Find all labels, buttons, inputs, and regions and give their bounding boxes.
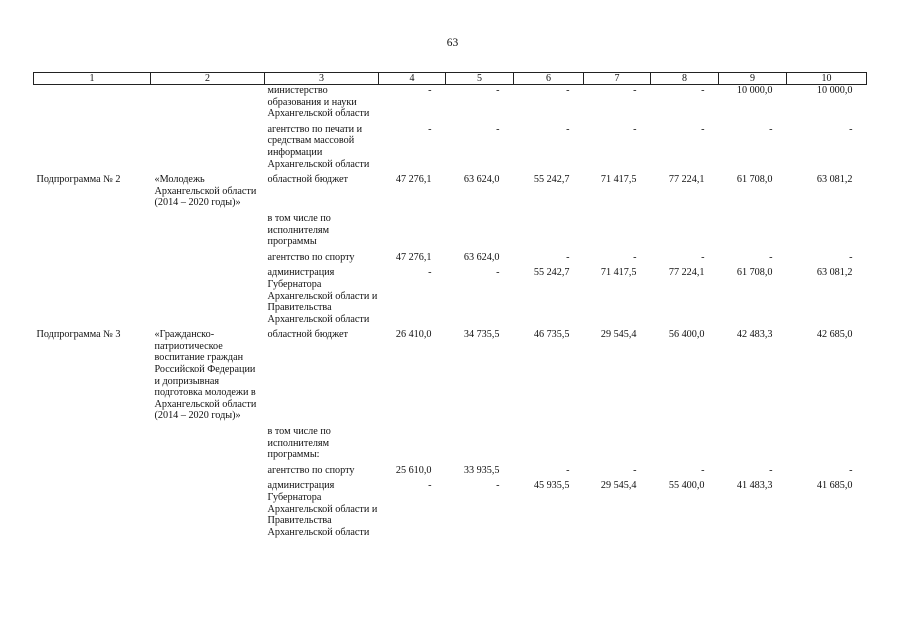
value-cell: 63 624,0 <box>463 251 500 263</box>
value-cell: 41 483,3 <box>736 480 773 492</box>
program-title-cell <box>151 252 265 268</box>
col-header: 7 <box>584 73 651 85</box>
executor-cell: областной бюджет <box>267 329 348 341</box>
value-cell: 55 242,7 <box>533 174 570 186</box>
table-row <box>34 267 867 329</box>
executor-cell: областной бюджет <box>267 174 348 186</box>
value-cell: - <box>428 123 432 135</box>
value-cell: 25 610,0 <box>395 464 432 476</box>
program-title-cell <box>151 85 265 124</box>
value-cell: 29 545,4 <box>600 329 637 341</box>
executor-cell: администрация Губернатора Архангельской области и Правительства Архангельской области <box>267 480 378 538</box>
value-cell: 10 000,0 <box>736 85 773 96</box>
value-cell: 63 081,2 <box>816 267 853 279</box>
value-cell: - <box>701 464 705 476</box>
subprogram-cell <box>34 213 151 252</box>
col-header: 10 <box>787 73 867 85</box>
value-cell <box>651 426 719 465</box>
value-cell: 45 935,5 <box>533 480 570 492</box>
value-cell <box>379 426 446 465</box>
value-cell <box>719 426 787 465</box>
executor-cell: администрация Губернатора Архангельской области и Правительства Архангельской области <box>267 267 378 325</box>
value-cell: 63 081,2 <box>816 174 853 186</box>
value-cell: 29 545,4 <box>600 480 637 492</box>
value-cell: 61 708,0 <box>736 267 773 279</box>
subprogram-cell <box>34 426 151 465</box>
executor-cell: агентство по спорту <box>267 464 355 476</box>
table-row <box>34 174 867 213</box>
value-cell: 77 224,1 <box>668 267 705 279</box>
value-cell <box>719 213 787 252</box>
value-cell: - <box>566 251 570 263</box>
program-title-cell <box>151 267 265 329</box>
program-title-cell <box>151 480 265 542</box>
subprogram-cell <box>34 465 151 481</box>
value-cell: - <box>428 267 432 279</box>
executor-cell: агентство по спорту <box>267 251 355 263</box>
subprogram-cell: Подпрограмма № 3 <box>36 329 121 341</box>
value-cell: - <box>496 267 500 279</box>
value-cell <box>651 213 719 252</box>
value-cell: 77 224,1 <box>668 174 705 186</box>
subprogram-cell <box>34 252 151 268</box>
value-cell: - <box>566 123 570 135</box>
value-cell: - <box>849 464 853 476</box>
value-cell <box>787 213 867 252</box>
value-cell: 63 624,0 <box>463 174 500 186</box>
value-cell: - <box>701 85 705 96</box>
value-cell: 41 685,0 <box>816 480 853 492</box>
value-cell: - <box>769 464 773 476</box>
value-cell: 55 242,7 <box>533 267 570 279</box>
value-cell: 71 417,5 <box>600 267 637 279</box>
program-title-cell: «Молодежь Архангельской области (2014 – 2020 годы)» <box>154 174 257 209</box>
value-cell: - <box>633 123 637 135</box>
value-cell: 34 735,5 <box>463 329 500 341</box>
value-cell: - <box>701 251 705 263</box>
value-cell: - <box>701 123 705 135</box>
value-cell <box>584 213 651 252</box>
table-header <box>34 73 867 85</box>
col-header: 6 <box>514 73 584 85</box>
executor-cell: в том числе по исполнителям программы <box>267 212 331 248</box>
value-cell: - <box>428 480 432 492</box>
table-row <box>34 124 867 174</box>
program-title-cell: «Гражданско-патриотическое воспитание граждан Российской Федерации и допризывная подготовка молодежи в Архангельской области (2014 – 2020 годы)» <box>154 329 257 422</box>
executor-cell: министерство образования и науки Архангельской области <box>267 85 370 120</box>
value-cell <box>514 213 584 252</box>
subprogram-cell: Подпрограмма № 2 <box>36 174 121 186</box>
subprogram-cell <box>34 480 151 542</box>
value-cell <box>379 213 446 252</box>
value-cell: - <box>566 464 570 476</box>
value-cell: 33 935,5 <box>463 464 500 476</box>
col-header: 3 <box>265 73 379 85</box>
value-cell: - <box>633 85 637 96</box>
table-row <box>34 252 867 268</box>
subprogram-cell <box>34 85 151 124</box>
value-cell <box>446 426 514 465</box>
col-header: 2 <box>151 73 265 85</box>
value-cell: 42 483,3 <box>736 329 773 341</box>
value-cell: - <box>633 251 637 263</box>
value-cell <box>514 426 584 465</box>
table-row <box>34 426 867 465</box>
value-cell <box>584 426 651 465</box>
value-cell: 46 735,5 <box>533 329 570 341</box>
value-cell: 55 400,0 <box>668 480 705 492</box>
col-header: 9 <box>719 73 787 85</box>
col-header: 1 <box>34 73 151 85</box>
value-cell: 71 417,5 <box>600 174 637 186</box>
value-cell: - <box>496 480 500 492</box>
col-header: 4 <box>379 73 446 85</box>
executor-cell: в том числе по исполнителям программы: <box>267 426 331 461</box>
value-cell: - <box>496 85 500 96</box>
subprogram-cell <box>34 267 151 329</box>
value-cell: - <box>566 85 570 96</box>
col-header: 5 <box>446 73 514 85</box>
value-cell: - <box>633 464 637 476</box>
table-row <box>34 85 867 124</box>
value-cell: 61 708,0 <box>736 174 773 186</box>
value-cell: 26 410,0 <box>395 329 432 341</box>
value-cell <box>787 426 867 465</box>
subprogram-cell <box>34 124 151 174</box>
value-cell: - <box>769 123 773 135</box>
program-title-cell <box>151 465 265 481</box>
value-cell: - <box>428 85 432 96</box>
page-number: 63 <box>446 37 459 49</box>
value-cell: - <box>849 123 853 135</box>
value-cell: 47 276,1 <box>395 251 432 263</box>
table-row <box>34 329 867 426</box>
budget-table <box>33 72 867 542</box>
col-header: 8 <box>651 73 719 85</box>
value-cell: 42 685,0 <box>816 329 853 341</box>
value-cell: 47 276,1 <box>395 174 432 186</box>
executor-cell: агентство по печати и средствам массовой информации Архангельской области <box>267 123 370 170</box>
program-title-cell <box>151 124 265 174</box>
value-cell: - <box>849 251 853 263</box>
value-cell: 56 400,0 <box>668 329 705 341</box>
table-body <box>34 85 867 543</box>
table-row <box>34 213 867 252</box>
value-cell: - <box>496 123 500 135</box>
program-title-cell <box>151 213 265 252</box>
table-row <box>34 480 867 542</box>
table-row <box>34 465 867 481</box>
value-cell: - <box>769 251 773 263</box>
value-cell: 10 000,0 <box>816 85 853 96</box>
value-cell <box>446 213 514 252</box>
program-title-cell <box>151 426 265 465</box>
